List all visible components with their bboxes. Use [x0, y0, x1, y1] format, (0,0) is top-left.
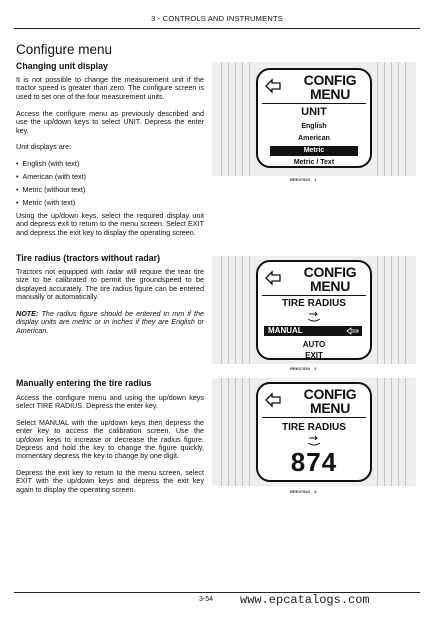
bezel-hatch	[218, 62, 254, 176]
bezel-hatch	[218, 256, 254, 364]
figure-code	[290, 489, 316, 494]
note-label: NOTE:	[16, 309, 39, 318]
list-item-text: American (with text)	[22, 172, 87, 181]
page-title: Configure menu	[16, 42, 113, 57]
paragraph: Tractors not equipped with radar will require the rear tire size to be calibrated to permit the groundspeed to be displayed accurately. The tire radius figure can be entered manually or automatically.	[16, 267, 204, 301]
screen-subtitle: TIRE RADIUS	[282, 422, 346, 433]
menu-option-selected: Metric	[270, 146, 358, 156]
figure-code-text: BRK07840	[290, 489, 310, 494]
list-item-text: English (with text)	[22, 159, 80, 168]
radius-symbol-icon	[306, 435, 322, 447]
figure-number: 3	[314, 489, 317, 494]
figure-tire-radius-menu	[212, 256, 416, 364]
figure-number: 2	[314, 366, 317, 371]
paragraph: Access the configure menu and using the up/down keys select TIRE RADIUS. Depress the enter key.	[16, 393, 204, 411]
display-screen	[256, 68, 372, 168]
enter-arrow-icon	[264, 267, 286, 289]
bezel-hatch	[374, 62, 410, 176]
figure-code-text: BRK07830	[290, 366, 310, 371]
menu-label: MENU	[309, 86, 351, 102]
list-item-text: Metric (without text)	[22, 185, 86, 194]
display-screen	[256, 260, 372, 360]
menu-option: American	[298, 135, 330, 142]
figure-unit-display	[212, 62, 416, 176]
menu-option: EXIT	[305, 351, 323, 360]
bezel-hatch	[374, 378, 410, 486]
list-item-text: Metric (with text)	[22, 198, 76, 207]
list-item: • Metric (with text)	[16, 198, 76, 207]
config-label: CONFIG	[303, 72, 357, 88]
section-heading-tire-radius: Tire radius (tractors without radar)	[16, 253, 161, 263]
figure-code	[290, 366, 316, 371]
menu-option: AUTO	[302, 340, 326, 349]
section-heading-unit-display: Changing unit display	[16, 61, 108, 71]
menu-option: English	[301, 123, 327, 130]
note-text: The radius figure should be entered in mm if the display units are metric or in inches if they are English or American.	[16, 309, 205, 335]
paragraph: Depress the exit key to return to the menu screen, select EXIT with the up/down keys and depress the exit key again to display the operating screen.	[16, 468, 204, 494]
config-label: CONFIG	[303, 264, 357, 280]
menu-option-selected: MANUAL	[264, 326, 348, 336]
menu-label: MENU	[309, 400, 351, 416]
display-screen	[256, 382, 372, 482]
section-heading-manual-radius: Manually entering the tire radius	[16, 378, 152, 388]
figure-code-text: BRK07820	[290, 177, 310, 182]
divider	[262, 417, 366, 418]
enter-arrow-icon	[264, 389, 286, 411]
figure-tire-radius-value	[212, 378, 416, 486]
radius-value: 874	[290, 447, 338, 477]
paragraph: Access the configure menu as previously described and use the up/down keys to select UNIT. Depress the enter key.	[16, 109, 204, 135]
screen-subtitle: UNIT	[301, 106, 327, 118]
bezel-hatch	[218, 378, 254, 486]
bezel-hatch	[374, 256, 410, 364]
screen-subtitle: TIRE RADIUS	[282, 298, 346, 309]
page-number: 3-54	[199, 596, 214, 603]
enter-arrow-icon	[344, 326, 362, 336]
list-item: • English (with text)	[16, 159, 80, 168]
menu-option: Metric / Text	[293, 159, 335, 166]
divider	[262, 103, 366, 104]
paragraph: Select MANUAL with the up/down keys then depress the enter key to access the calibration screen. Use the up/down keys to increase or decrease the radius figure. Depress and hold the key to change the figure quickly, momentary depress the key to change by one digit.	[16, 418, 204, 461]
header-rule	[14, 28, 420, 29]
note-paragraph	[16, 310, 204, 335]
paragraph: Using the up/down keys, select the required display unit and depress exit to return to the menu screen. Select EXIT and depress the exit key to display the operating screen.	[16, 211, 204, 237]
menu-label: MENU	[309, 278, 351, 294]
paragraph: It is not possible to change the measurement unit if the tractor speed is greater than zero. The configure screen is used to set one of the four measurement units.	[16, 75, 204, 101]
enter-arrow-icon	[264, 75, 286, 97]
figure-number: 1	[314, 177, 317, 182]
watermark: www.epcatalogs.com	[240, 593, 370, 607]
paragraph: Unit displays are:	[16, 142, 72, 151]
config-label: CONFIG	[303, 386, 357, 402]
list-item: • American (with text)	[16, 172, 87, 181]
list-item: • Metric (without text)	[16, 185, 86, 194]
radius-symbol-icon	[306, 311, 322, 323]
figure-code	[290, 177, 316, 182]
chapter-header: 3 - CONTROLS AND INSTRUMENTS	[151, 14, 283, 23]
divider	[262, 295, 366, 296]
